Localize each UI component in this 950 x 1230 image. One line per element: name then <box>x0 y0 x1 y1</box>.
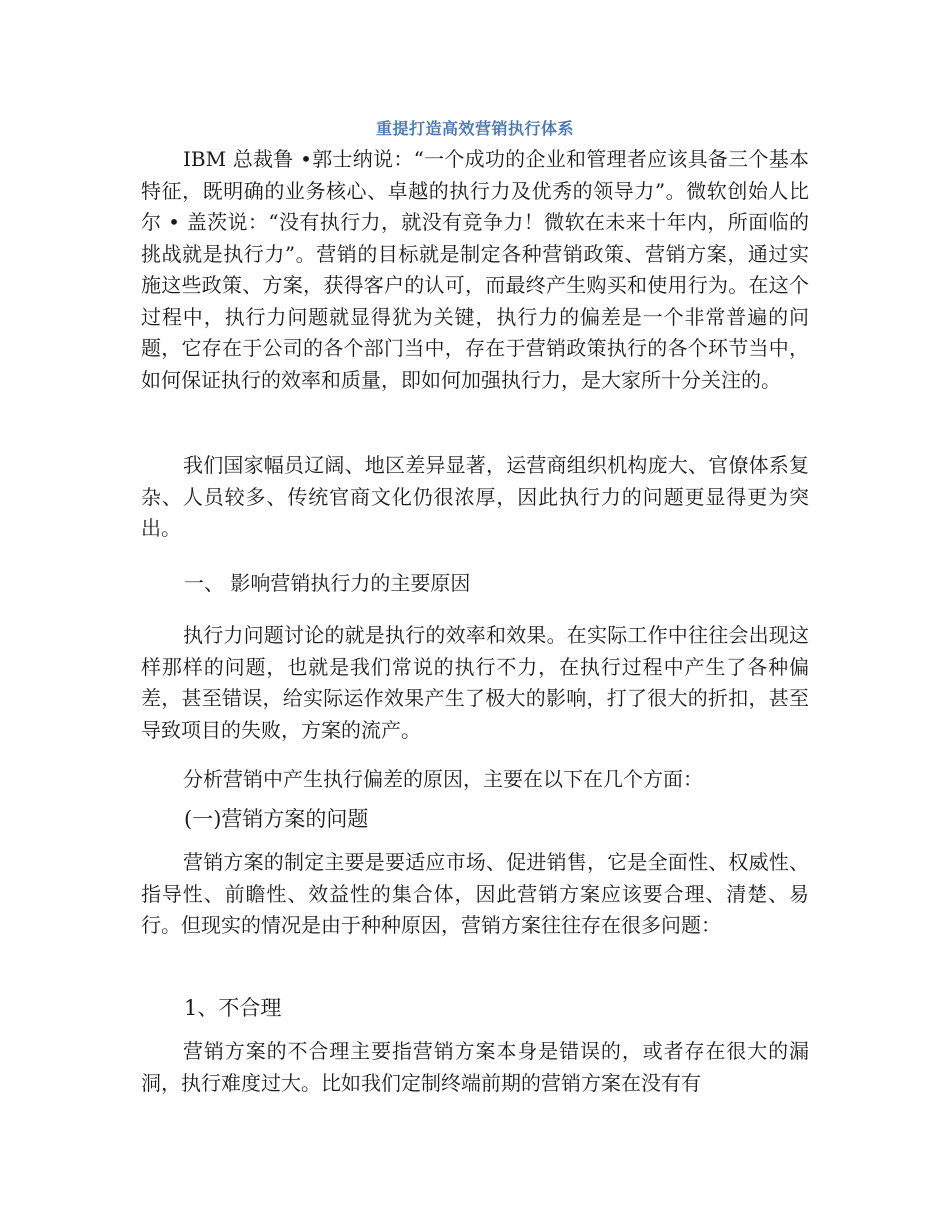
item-heading-unreasonable: 1、不合理 <box>184 996 282 1020</box>
paragraph-ibm-microsoft-quotes: IBM 总裁鲁 •郭士纳说：“一个成功的企业和管理者应该具备三个基本特征，既明确的业务核心、卓越的执行力及优秀的领导力”。微软创始人比尔 • 盖茨说：“没有执行力，就没有竞争力！微软在未来十年内，所面临的挑战就是执行力”。营销的目标就是制定各种营销政策、营销方案，通过实施这些政策、方案，获得客户的认可，而最终产生购买和使用行为。在这个过程中，执行力问题就显得犹为关键，执行力的偏差是一个非常普遍的问题，它存在于公司的各个部门当中，存在于营销政策执行的各个环节当中，如何保证执行的效率和质量，即如何加强执行力，是大家所十分关注的。 <box>141 147 809 392</box>
subsection-heading-marketing-plan: (一)营销方案的问题 <box>184 807 369 831</box>
paragraph-unreasonable-plan: 营销方案的不合理主要指营销方案本身是错误的，或者存在很大的漏洞，执行难度过大。比如我们定制终端前期的营销方案在没有有 <box>141 1039 809 1095</box>
paragraph-execution-efficiency: 执行力问题讨论的就是执行的效率和效果。在实际工作中往往会出现这样那样的问题，也就是我们常说的执行不力，在执行过程中产生了各种偏差，甚至错误，给实际运作效果产生了极大的影响，打了很大的折扣，甚至导致项目的失败，方案的流产。 <box>141 623 809 742</box>
paragraph-marketing-plan-requirements: 营销方案的制定主要是要适应市场、促进销售，它是全面性、权威性、指导性、前瞻性、效益性的集合体，因此营销方案应该要合理、清楚、易行。但现实的情况是由于种种原因，营销方案往往存在很多问题： <box>141 850 809 937</box>
document-title: 重提打造高效营销执行体系 <box>375 119 574 138</box>
paragraph-analysis-intro: 分析营销中产生执行偏差的原因，主要在以下在几个方面： <box>183 767 703 791</box>
section-heading-main-causes: 一、 影响营销执行力的主要原因 <box>184 571 471 595</box>
paragraph-china-operators: 我们国家幅员辽阔、地区差异显著，运营商组织机构庞大、官僚体系复杂、人员较多、传统官商文化仍很浓厚，因此执行力的问题更显得更为突出。 <box>141 453 809 540</box>
